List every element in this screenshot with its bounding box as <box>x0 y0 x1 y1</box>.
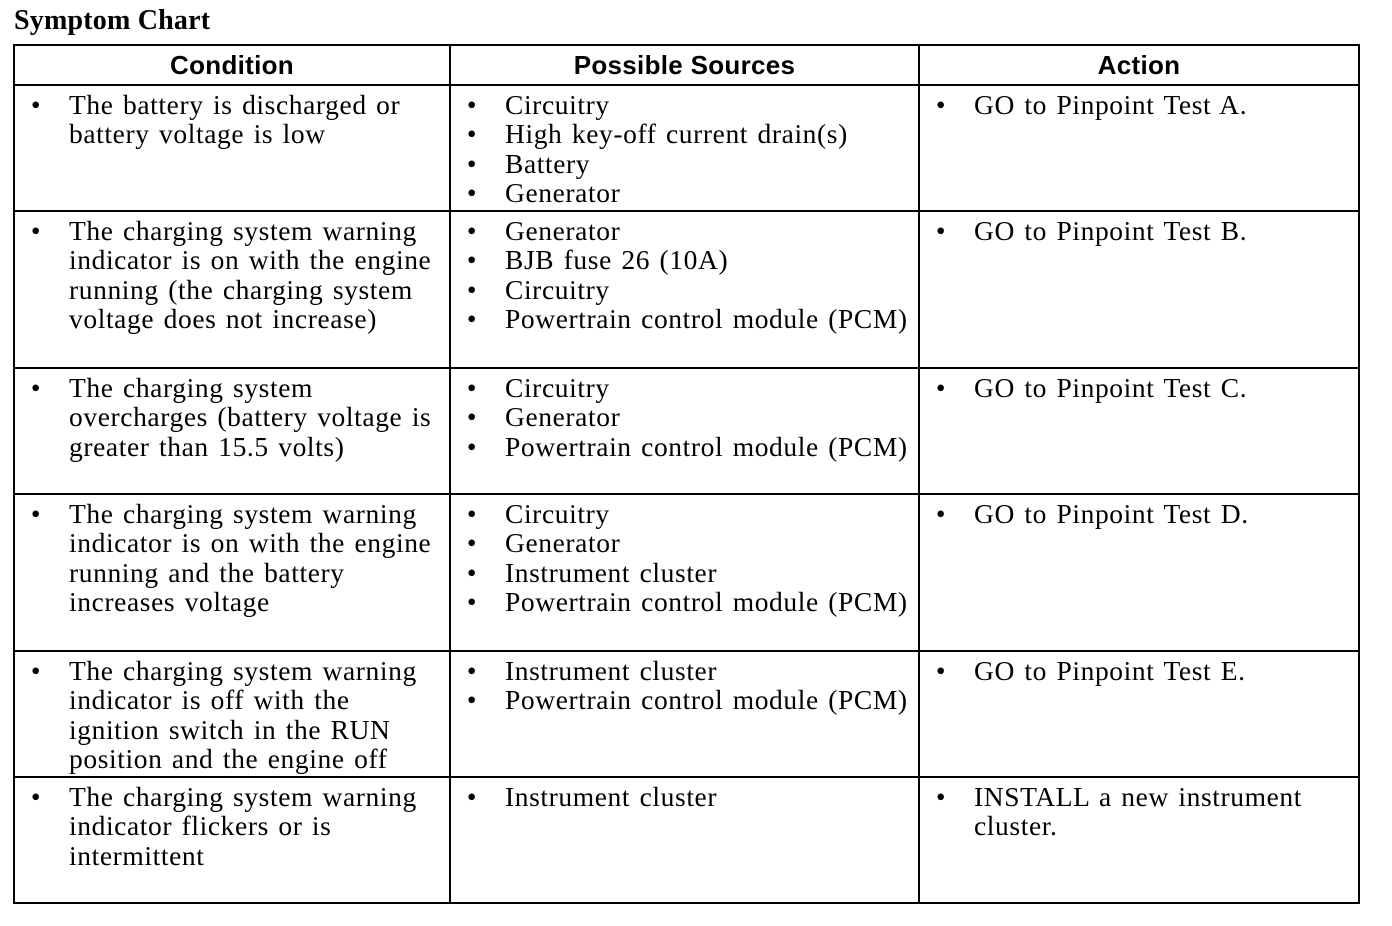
list-item <box>920 373 1350 402</box>
list-item <box>451 499 910 528</box>
list-item <box>451 587 910 616</box>
condition-cell <box>14 494 450 651</box>
sources-cell <box>450 211 919 368</box>
source-text: Powertrain control module (PCM) <box>505 585 908 617</box>
symptom-chart-table <box>13 44 1360 904</box>
source-text: Circuitry <box>505 89 610 120</box>
source-text: High key-off current drain(s) <box>505 118 848 150</box>
condition-text: The charging system warning indicator flickers or is intermittent <box>69 781 417 871</box>
source-text: Powertrain control module (PCM) <box>505 302 908 334</box>
bullet-icon: • <box>30 655 42 686</box>
bullet-icon: • <box>30 89 42 120</box>
condition-text: The charging system warning indicator is off with the ignition switch in the RUN position and the engine off <box>69 655 417 774</box>
condition-text: The charging system warning indicator is on with the engine running (the charging system voltage does not increase) <box>69 215 432 334</box>
condition-text: The charging system warning indicator is on with the engine running and the battery increases voltage <box>69 498 432 617</box>
list-item <box>15 373 441 461</box>
bullet-icon: • <box>935 215 947 246</box>
table-row <box>14 211 1359 368</box>
bullet-icon: • <box>30 372 42 403</box>
list-item <box>451 149 910 178</box>
list-item <box>451 402 910 431</box>
sources-cell <box>450 651 919 777</box>
list-item <box>451 119 910 148</box>
bullet-icon: • <box>935 781 947 812</box>
bullet-icon: • <box>30 498 42 529</box>
list-item <box>15 656 441 773</box>
source-text: Generator <box>505 401 621 433</box>
list-item <box>920 499 1350 528</box>
bullet-icon: • <box>466 430 478 462</box>
bullet-icon: • <box>466 147 478 179</box>
action-cell <box>919 211 1359 368</box>
list-item <box>920 216 1350 245</box>
bullet-icon: • <box>935 89 947 120</box>
action-cell <box>919 494 1359 651</box>
bullet-icon: • <box>466 527 478 559</box>
bullet-icon: • <box>935 498 947 529</box>
header-action: Action <box>919 45 1359 85</box>
table-row <box>14 494 1359 651</box>
list-item <box>15 216 441 333</box>
source-text: Generator <box>505 215 621 246</box>
list-item <box>15 499 441 616</box>
bullet-icon: • <box>466 118 478 150</box>
bullet-icon: • <box>466 244 478 276</box>
condition-cell <box>14 651 450 777</box>
source-text: Generator <box>505 527 621 559</box>
page-title: Symptom Chart <box>14 5 211 36</box>
source-text: Circuitry <box>505 372 610 403</box>
condition-cell <box>14 211 450 368</box>
bullet-icon: • <box>466 302 478 334</box>
bullet-icon: • <box>466 273 478 305</box>
action-text: GO to Pinpoint Test B. <box>974 215 1248 246</box>
action-cell <box>919 651 1359 777</box>
list-item <box>15 90 441 149</box>
bullet-icon: • <box>466 498 478 529</box>
list-item <box>920 782 1350 841</box>
source-text: Battery <box>505 147 591 179</box>
action-text: INSTALL a new instrument cluster. <box>974 781 1303 842</box>
source-text: Instrument cluster <box>505 781 718 812</box>
list-item <box>920 656 1350 685</box>
action-text: GO to Pinpoint Test E. <box>974 655 1246 686</box>
source-text: Instrument cluster <box>505 655 718 686</box>
sources-cell <box>450 777 919 903</box>
list-item <box>451 275 910 304</box>
action-cell <box>919 368 1359 494</box>
list-item <box>451 685 910 714</box>
bullet-icon: • <box>466 176 478 208</box>
header-possible-sources: Possible Sources <box>450 45 919 85</box>
source-text: BJB fuse 26 (10A) <box>505 244 729 276</box>
list-item <box>920 90 1350 119</box>
list-item <box>451 528 910 557</box>
bullet-icon: • <box>466 684 478 716</box>
list-item <box>451 90 910 119</box>
source-text: Circuitry <box>505 498 610 529</box>
header-row <box>14 45 1359 85</box>
sources-cell <box>450 368 919 494</box>
list-item <box>451 558 910 587</box>
source-text: Generator <box>505 176 621 208</box>
bullet-icon: • <box>466 655 478 686</box>
bullet-icon: • <box>466 585 478 617</box>
list-item <box>451 432 910 461</box>
sources-cell <box>450 494 919 651</box>
header-condition: Condition <box>14 45 450 85</box>
table-row <box>14 777 1359 903</box>
action-text: GO to Pinpoint Test D. <box>974 498 1249 529</box>
condition-cell <box>14 368 450 494</box>
condition-text: The battery is discharged or battery voltage is low <box>69 89 401 150</box>
condition-text: The charging system overcharges (battery voltage is greater than 15.5 volts) <box>69 372 432 462</box>
list-item <box>15 782 441 870</box>
bullet-icon: • <box>935 655 947 686</box>
action-cell <box>919 85 1359 211</box>
sources-cell <box>450 85 919 211</box>
bullet-icon: • <box>466 215 478 246</box>
bullet-icon: • <box>466 372 478 403</box>
bullet-icon: • <box>466 89 478 120</box>
bullet-icon: • <box>466 781 478 812</box>
table-row <box>14 85 1359 211</box>
table-row <box>14 651 1359 777</box>
action-text: GO to Pinpoint Test A. <box>974 89 1248 120</box>
condition-cell <box>14 777 450 903</box>
list-item <box>451 216 910 245</box>
list-item <box>451 178 910 207</box>
list-item <box>451 656 910 685</box>
action-text: GO to Pinpoint Test C. <box>974 372 1248 403</box>
table-row <box>14 368 1359 494</box>
bullet-icon: • <box>466 556 478 588</box>
bullet-icon: • <box>466 401 478 433</box>
list-item <box>451 304 910 333</box>
bullet-icon: • <box>30 215 42 246</box>
list-item <box>451 782 910 811</box>
condition-cell <box>14 85 450 211</box>
action-cell <box>919 777 1359 903</box>
source-text: Powertrain control module (PCM) <box>505 430 908 462</box>
source-text: Instrument cluster <box>505 556 718 588</box>
list-item <box>451 373 910 402</box>
source-text: Powertrain control module (PCM) <box>505 684 908 716</box>
bullet-icon: • <box>935 372 947 403</box>
list-item <box>451 245 910 274</box>
source-text: Circuitry <box>505 273 610 305</box>
bullet-icon: • <box>30 781 42 812</box>
